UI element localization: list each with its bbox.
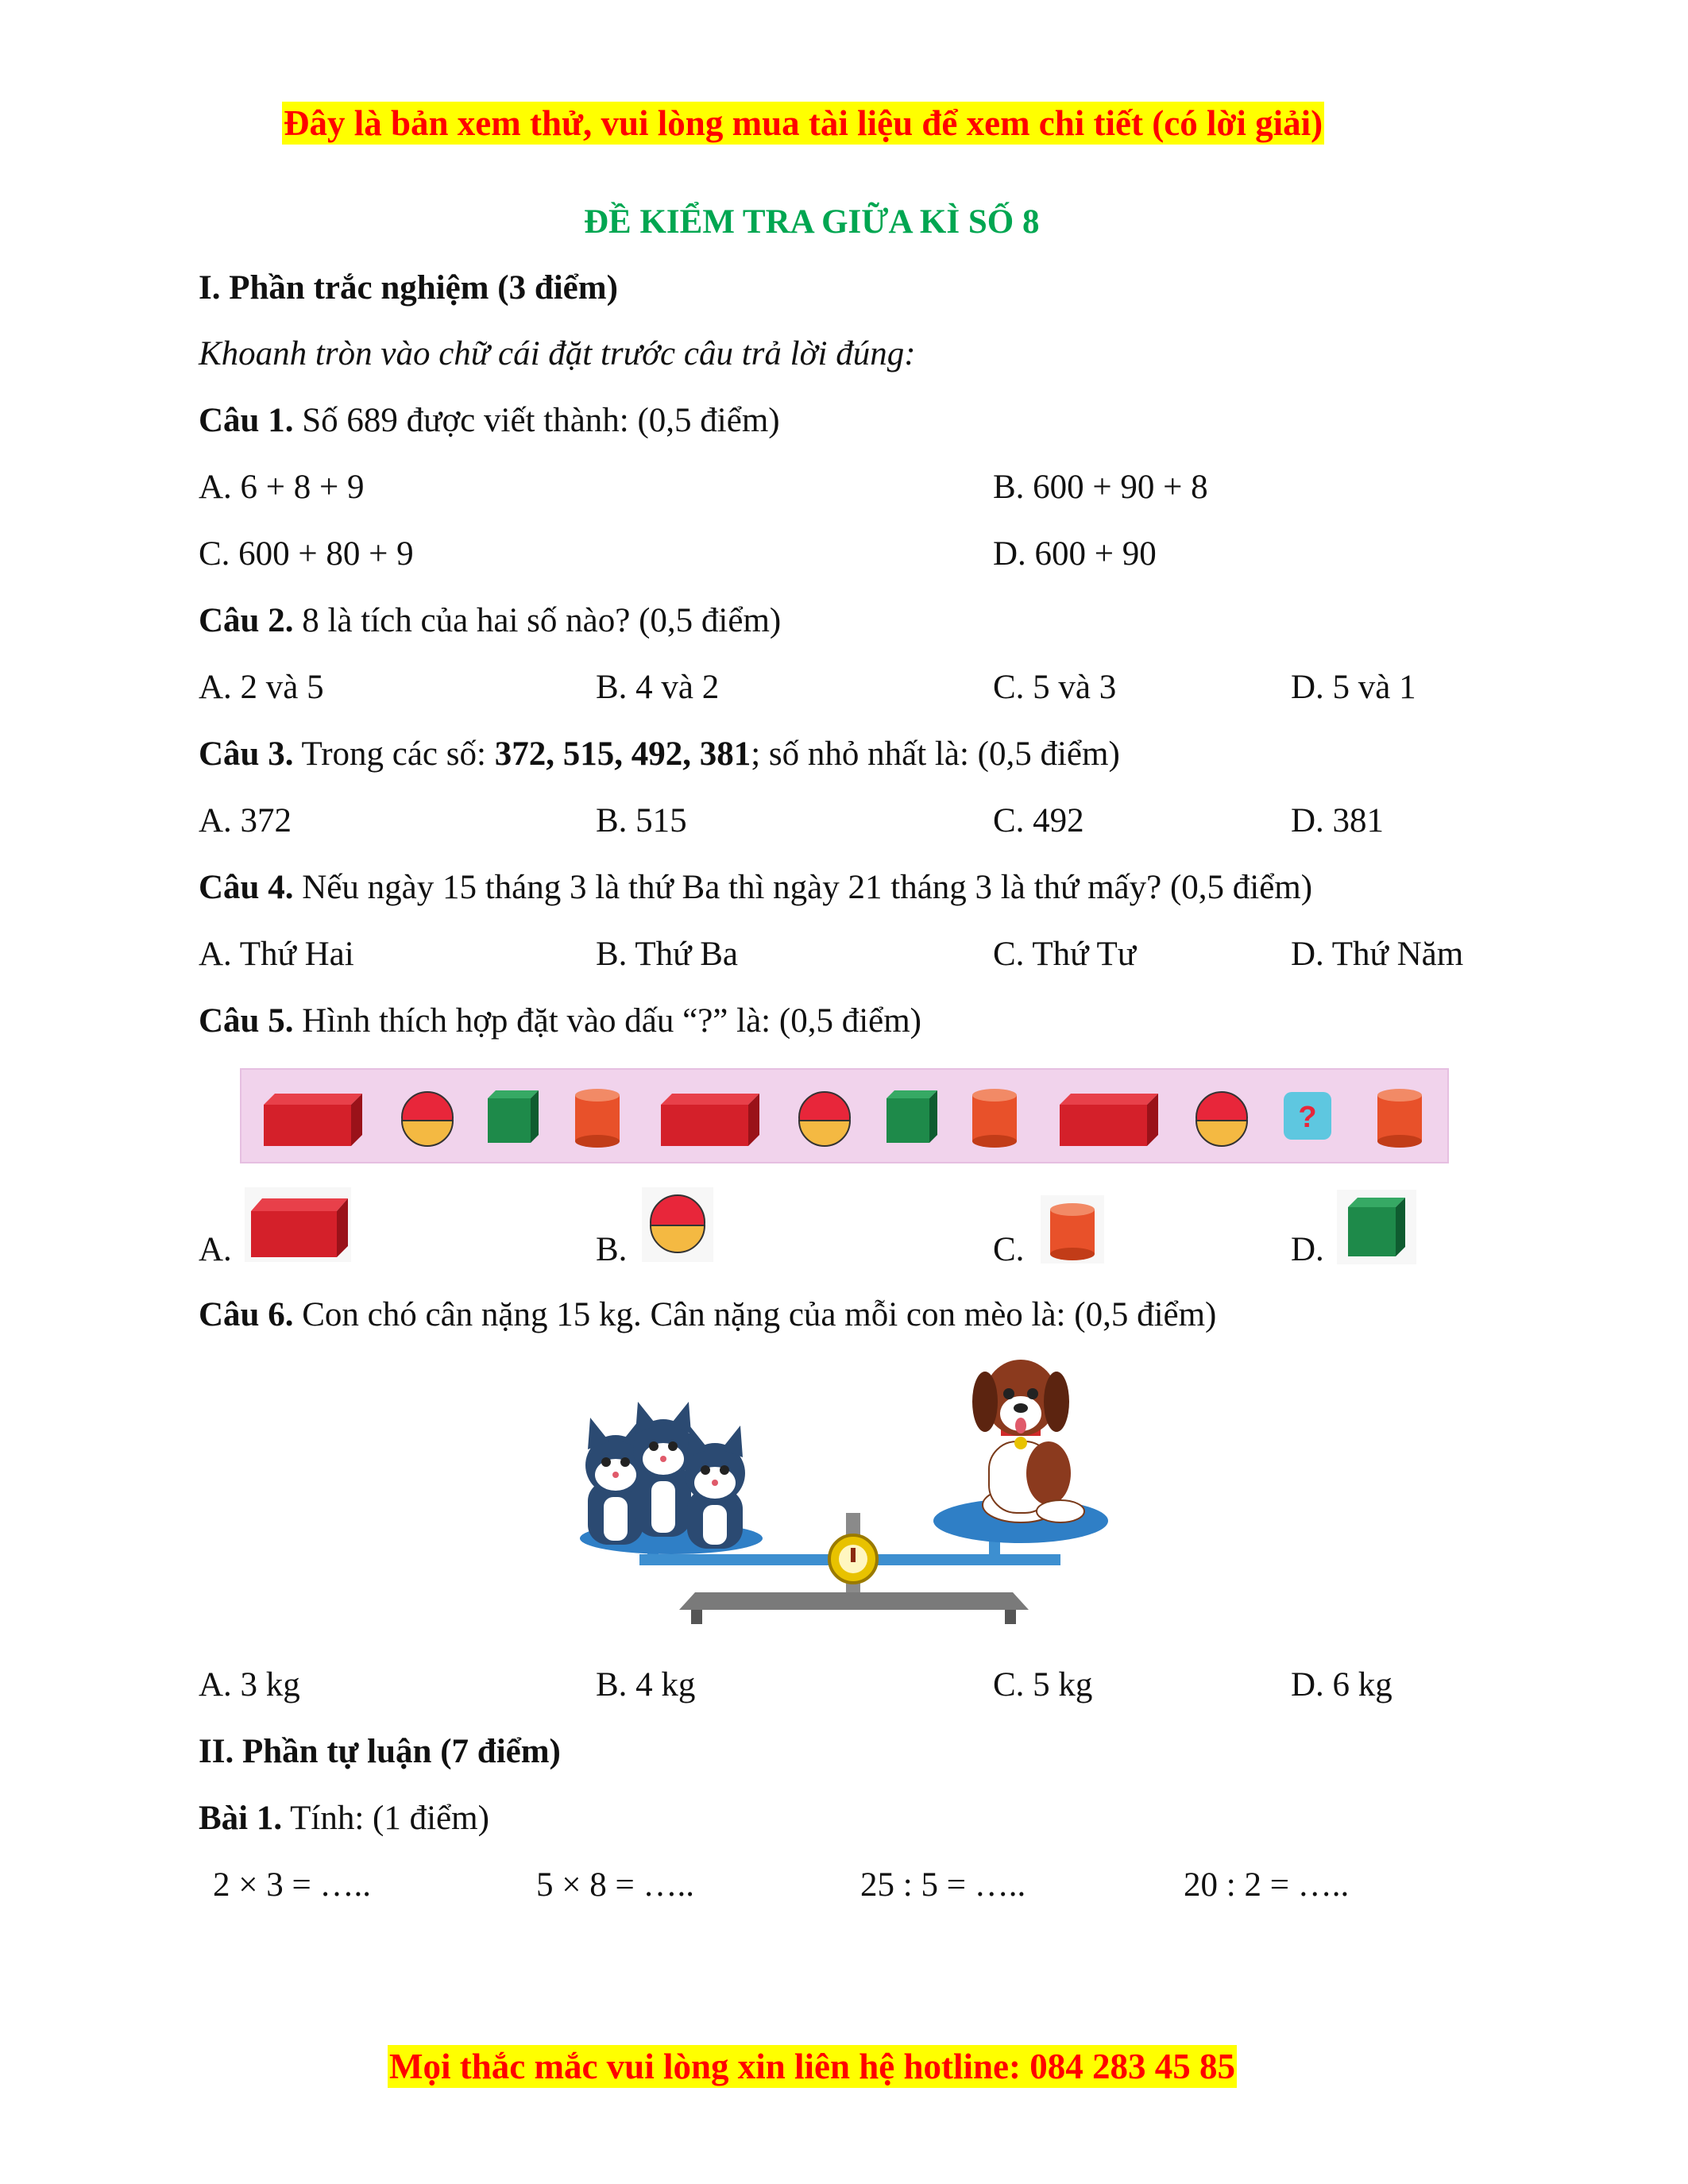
question-label: Câu 1. [199, 402, 294, 439]
q6-option-d[interactable]: D. 6 kg [1291, 1666, 1393, 1704]
orange-cylinder-icon [575, 1089, 620, 1148]
q1-option-d[interactable]: D. 600 + 90 [993, 535, 1157, 573]
q4-option-a[interactable]: A. Thứ Hai [199, 936, 354, 973]
orange-cylinder-icon[interactable] [1041, 1195, 1104, 1264]
q3-option-d[interactable]: D. 381 [1291, 802, 1385, 839]
part2-heading: II. Phần tự luận (7 điểm) [199, 1733, 561, 1770]
question-5 [199, 1001, 921, 1042]
q5-option-b[interactable]: B. [596, 1231, 628, 1268]
hotline-banner: Mọi thắc mắc vui lòng xin liên hệ hotline: 084 283 45 85 [389, 2047, 1236, 2086]
question-text: ; số nhỏ nhất là: (0,5 điểm) [751, 735, 1120, 773]
question-label: Câu 4. [199, 869, 294, 906]
exercise-label: Bài 1. [199, 1800, 283, 1837]
half-sphere-icon [799, 1092, 850, 1146]
calc-item[interactable]: 5 × 8 = ….. [536, 1866, 695, 1904]
dog-icon [972, 1360, 1084, 1522]
q6-option-a[interactable]: A. 3 kg [199, 1666, 300, 1704]
q4-option-b[interactable]: B. Thứ Ba [596, 936, 738, 973]
q5-option-d[interactable]: D. [1291, 1231, 1324, 1268]
part1-instruction: Khoanh tròn vào chữ cái đặt trước câu trả lời đúng: [199, 335, 916, 372]
page-title: ĐỀ KIỂM TRA GIỮA KÌ SỐ 8 [584, 203, 1040, 241]
question-label: Câu 6. [199, 1296, 294, 1333]
red-box-icon [264, 1094, 362, 1146]
calc-item[interactable]: 2 × 3 = ….. [213, 1866, 372, 1904]
red-box-icon [1060, 1094, 1158, 1146]
q3-option-c[interactable]: C. 492 [993, 802, 1084, 839]
q5-option-c[interactable]: C. [993, 1231, 1025, 1268]
question-3 [199, 734, 1120, 775]
q1-option-a[interactable]: A. 6 + 8 + 9 [199, 469, 365, 506]
question-text: Trong các số: [293, 735, 495, 773]
question-text: Hình thích hợp đặt vào dấu “?” là: (0,5 điểm) [293, 1002, 921, 1040]
question-mark-icon [1284, 1092, 1331, 1140]
red-box-icon [661, 1094, 759, 1146]
question-text: Con chó cân nặng 15 kg. Cân nặng của mỗi con mèo là: (0,5 điểm) [293, 1296, 1217, 1333]
half-sphere-icon[interactable] [642, 1187, 713, 1262]
number-list: 372, 515, 492, 381 [494, 735, 751, 773]
green-cube-icon [886, 1090, 937, 1143]
shape-sequence [240, 1068, 1449, 1163]
question-text: 8 là tích của hai số nào? (0,5 điểm) [293, 602, 782, 639]
q3-option-a[interactable]: A. 372 [199, 802, 292, 839]
orange-cylinder-icon [1377, 1089, 1422, 1148]
preview-banner: Đây là bản xem thử, vui lòng mua tài liệu để xem chi tiết (có lời giải) [284, 103, 1323, 143]
question-4 [199, 867, 1312, 909]
calc-item[interactable]: 25 : 5 = ….. [860, 1866, 1026, 1904]
question-1 [199, 400, 780, 442]
question-label: Câu 2. [199, 602, 294, 639]
q2-option-a[interactable]: A. 2 và 5 [199, 669, 324, 706]
q5-option-a[interactable]: A. [199, 1231, 232, 1268]
question-label: Câu 3. [199, 735, 294, 773]
red-box-icon[interactable] [245, 1187, 351, 1262]
question-2 [199, 600, 781, 642]
q6-option-c[interactable]: C. 5 kg [993, 1666, 1093, 1704]
green-cube-icon[interactable] [1337, 1190, 1416, 1264]
question-text: Nếu ngày 15 tháng 3 là thứ Ba thì ngày 21 tháng 3 là thứ mấy? (0,5 điểm) [293, 869, 1313, 906]
q4-option-d[interactable]: D. Thứ Năm [1291, 936, 1464, 973]
exercise-1 [199, 1798, 489, 1839]
q3-option-b[interactable]: B. 515 [596, 802, 687, 839]
shape-sequence-svg [241, 1070, 1447, 1162]
q6-option-b[interactable]: B. 4 kg [596, 1666, 696, 1704]
q2-option-d[interactable]: D. 5 và 1 [1291, 669, 1416, 706]
half-sphere-icon [1196, 1092, 1247, 1146]
q2-option-b[interactable]: B. 4 và 2 [596, 669, 720, 706]
part1-heading: I. Phần trắc nghiệm (3 điểm) [199, 269, 618, 307]
cat-icon [685, 1426, 745, 1549]
cat-icon [633, 1402, 693, 1537]
calc-item[interactable]: 20 : 2 = ….. [1184, 1866, 1350, 1904]
cats-dog-scale-illustration [560, 1354, 1132, 1632]
q1-option-c[interactable]: C. 600 + 80 + 9 [199, 535, 414, 573]
half-sphere-icon [402, 1092, 453, 1146]
green-cube-icon [488, 1090, 539, 1143]
q2-option-c[interactable]: C. 5 và 3 [993, 669, 1117, 706]
question-text: Số 689 được viết thành: (0,5 điểm) [293, 402, 780, 439]
orange-cylinder-icon [972, 1089, 1017, 1148]
q4-option-c[interactable]: C. Thứ Tư [993, 936, 1137, 973]
question-label: Câu 5. [199, 1002, 294, 1040]
question-6 [199, 1295, 1216, 1336]
q1-option-b[interactable]: B. 600 + 90 + 8 [993, 469, 1208, 506]
exercise-text: Tính: (1 điểm) [282, 1800, 489, 1837]
svg-text:?: ? [1298, 1101, 1317, 1134]
